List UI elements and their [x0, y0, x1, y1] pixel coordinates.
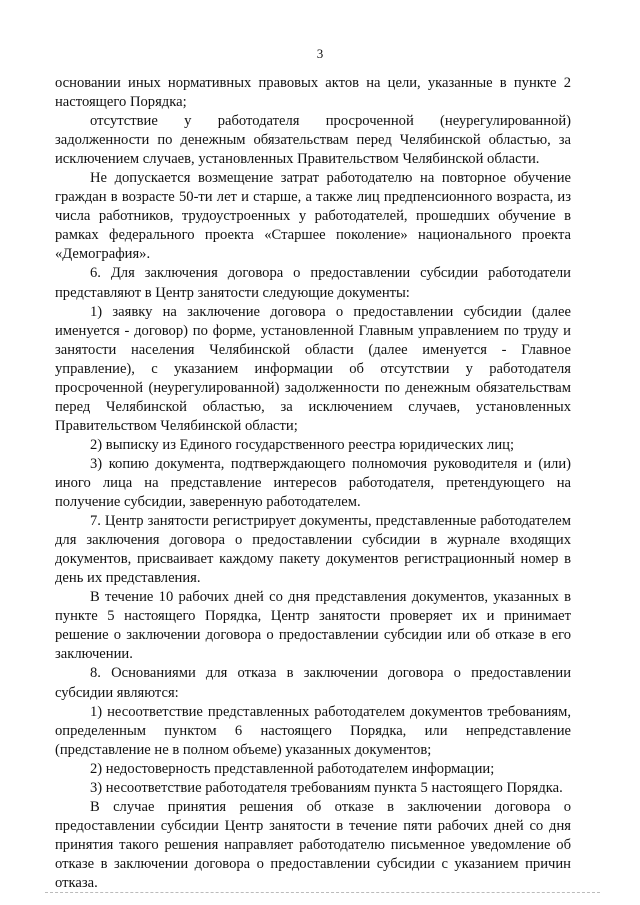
list-item: 1) заявку на заключение договора о предоставлении субсидии (далее именуется - договор) по форме, установленной Главным управлением по труду и занятости населения Челябинской области (далее именуется - Главное управление), с указанием информации об отсутствии у работодателя просроченной (неурегулированной) задолженности по денежным обязательствам перед Челябинской областью, за исключением случаев, установленных Правительством Челябинской области;: [55, 303, 571, 434]
paragraph-section-7: 7. Центр занятости регистрирует документы, представленные работодателем для заключения договора о предоставлении субсидии в журнале входящих документов, присваивает каждому пакету документов регистрационный номер в день их представления.: [55, 513, 571, 587]
paragraph: отсутствие у работодателя просроченной (неурегулированной) задолженности по денежным обязательствам перед Челябинской областью, за исключением случаев, установленных Правительством Челябинской области.: [55, 113, 571, 168]
paragraph: основании иных нормативных правовых актов на цели, указанные в пункте 2 настоящего Порядка;: [55, 75, 571, 111]
paragraph-section-8: 8. Основаниями для отказа в заключении договора о предоставлении субсидии являются:: [55, 665, 571, 701]
list-item: 3) копию документа, подтверждающего полномочия руководителя и (или) иного лица на представление интересов работодателя, претендующего на получение субсидии, заверенную работодателем.: [55, 455, 571, 511]
page-number: 3: [316, 46, 324, 61]
list-item: 1) несоответствие представленных работодателем документов требованиям, определенным пунктом 6 настоящего Порядка, или непредставление (представление не в полном объеме) указанных документов;: [55, 703, 571, 758]
list-item: 3) несоответствие работодателя требованиям пункта 5 настоящего Порядка.: [90, 779, 563, 796]
document-body: [55, 74, 571, 893]
bottom-rule: [45, 892, 600, 893]
paragraph-section-6: 6. Для заключения договора о предоставлении субсидии работодатели представляют в Центр занятости следующие документы:: [55, 265, 571, 301]
paragraph: В течение 10 рабочих дней со дня представления документов, указанных в пункте 5 настоящего Порядка, Центр занятости проверяет их и принимает решение о заключении договора о предоставлении субсидии или об отказе в его заключении.: [55, 589, 571, 663]
list-item: 2) выписку из Единого государственного реестра юридических лиц;: [90, 436, 515, 453]
paragraph: Не допускается возмещение затрат работодателю на повторное обучение граждан в возрасте 50-ти лет и старше, а также лиц предпенсионного возраста, из числа работников, трудоустроенных у работодателей, прошедших обучение в рамках федерального проекта «Старшее поколение» национального проекта «Демография».: [55, 170, 571, 263]
list-item: 2) недостоверность представленной работодателем информации;: [90, 760, 495, 777]
paragraph: В случае принятия решения об отказе в заключении договора о предоставлении субсидии Центр занятости в течение пяти рабочих дней со дня принятия такого решения направляет работодателю письменное уведомление об отказе в заключении договора о предоставлении субсидии с указанием причин отказа.: [55, 798, 571, 891]
